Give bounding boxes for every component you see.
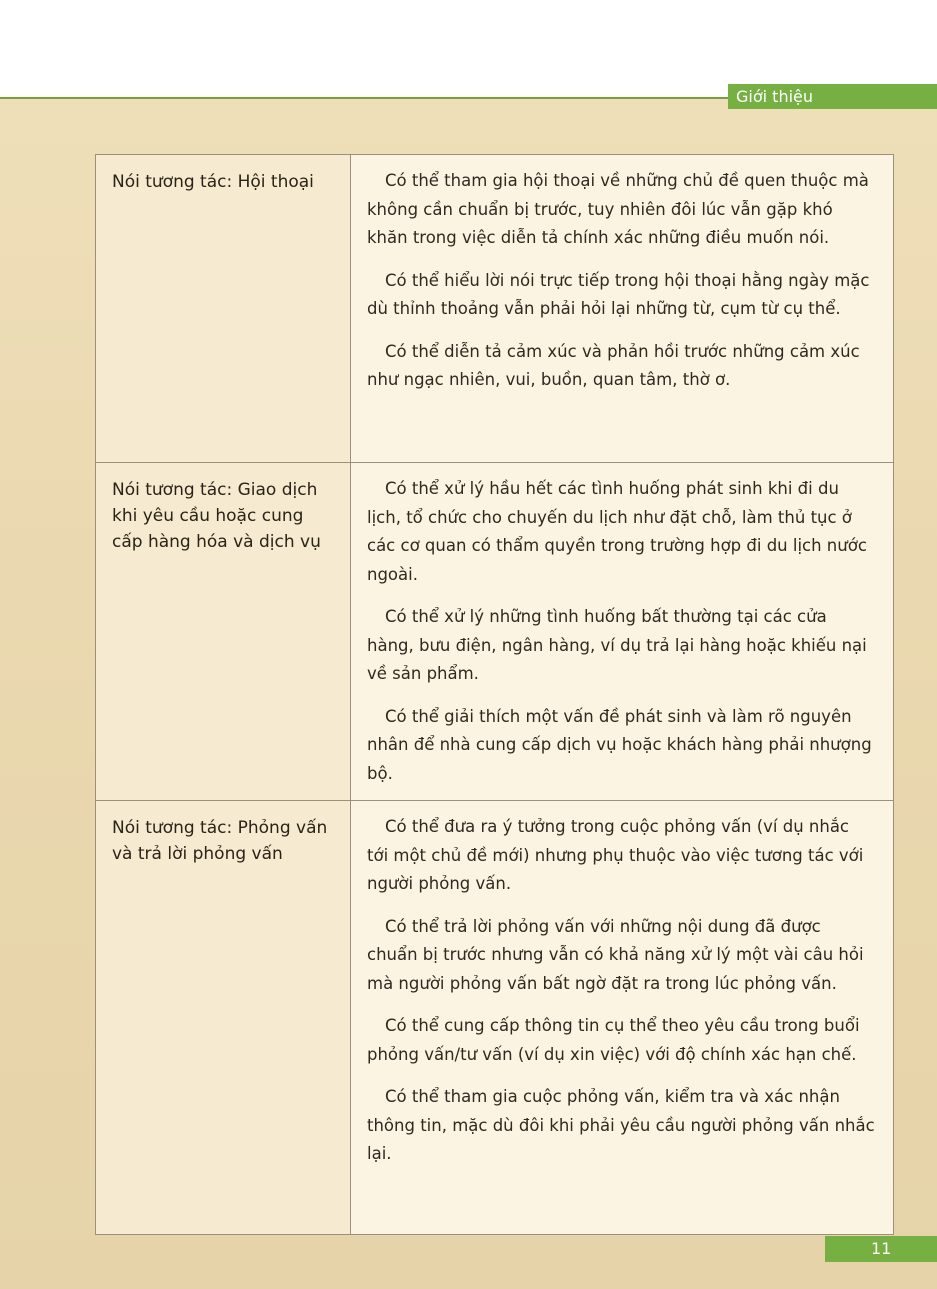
table-row xyxy=(96,155,894,463)
description-paragraph: Có thể trả lời phỏng vấn với những nội dung đã được chuẩn bị trước nhưng vẫn có khả năng xử lý một vài câu hỏi mà người phỏng vấn bất ngờ đặt ra trong lúc phỏng vấn. xyxy=(367,916,864,993)
row-label: Nói tương tác: Hội thoại xyxy=(96,155,351,463)
table-row xyxy=(96,463,894,801)
skills-table xyxy=(95,154,894,1235)
row-label: Nói tương tác: Giao dịch khi yêu cầu hoặc cung cấp hàng hóa và dịch vụ xyxy=(96,463,351,801)
row-description xyxy=(351,463,894,801)
description-paragraph: Có thể giải thích một vấn đề phát sinh và làm rõ nguyên nhân để nhà cung cấp dịch vụ hoặc khách hàng phải nhượng bộ. xyxy=(367,706,872,783)
description-paragraph: Có thể đưa ra ý tưởng trong cuộc phỏng vấn (ví dụ nhắc tới một chủ đề mới) nhưng phụ thuộc vào việc tương tác với người phỏng vấn. xyxy=(367,817,864,893)
row-label: Nói tương tác: Phỏng vấn và trả lời phỏng vấn xyxy=(96,801,351,1235)
page-number: 11 xyxy=(825,1236,937,1262)
row-description xyxy=(351,801,894,1235)
description-paragraph: Có thể xử lý hầu hết các tình huống phát sinh khi đi du lịch, tổ chức cho chuyến du lịch như đặt chỗ, làm thủ tục ở các cơ quan có thẩm quyền trong trường hợp đi du lịch nước ngoài. xyxy=(367,479,867,584)
description-paragraph: Có thể cung cấp thông tin cụ thể theo yêu cầu trong buổi phỏng vấn/tư vấn (ví dụ xin việc) với độ chính xác hạn chế. xyxy=(367,1016,860,1064)
description-paragraph: Có thể hiểu lời nói trực tiếp trong hội thoại hằng ngày mặc dù thỉnh thoảng vẫn phải hỏi lại những từ, cụm từ cụ thể. xyxy=(367,270,870,318)
description-paragraph: Có thể tham gia cuộc phỏng vấn, kiểm tra và xác nhận thông tin, mặc dù đôi khi phải yêu cầu người phỏng vấn nhắc lại. xyxy=(367,1087,875,1163)
section-tab: Giới thiệu xyxy=(728,84,937,109)
description-paragraph: Có thể diễn tả cảm xúc và phản hồi trước những cảm xúc như ngạc nhiên, vui, buồn, quan tâm, thờ ơ. xyxy=(367,341,860,389)
description-paragraph: Có thể tham gia hội thoại về những chủ đề quen thuộc mà không cần chuẩn bị trước, tuy nhiên đôi lúc vẫn gặp khó khăn trong việc diễn tả chính xác những điều muốn nói. xyxy=(367,171,869,247)
table-row xyxy=(96,801,894,1235)
row-description xyxy=(351,155,894,463)
description-paragraph: Có thể xử lý những tình huống bất thường tại các cửa hàng, bưu điện, ngân hàng, ví dụ trả lại hàng hoặc khiếu nại về sản phẩm. xyxy=(367,607,867,683)
